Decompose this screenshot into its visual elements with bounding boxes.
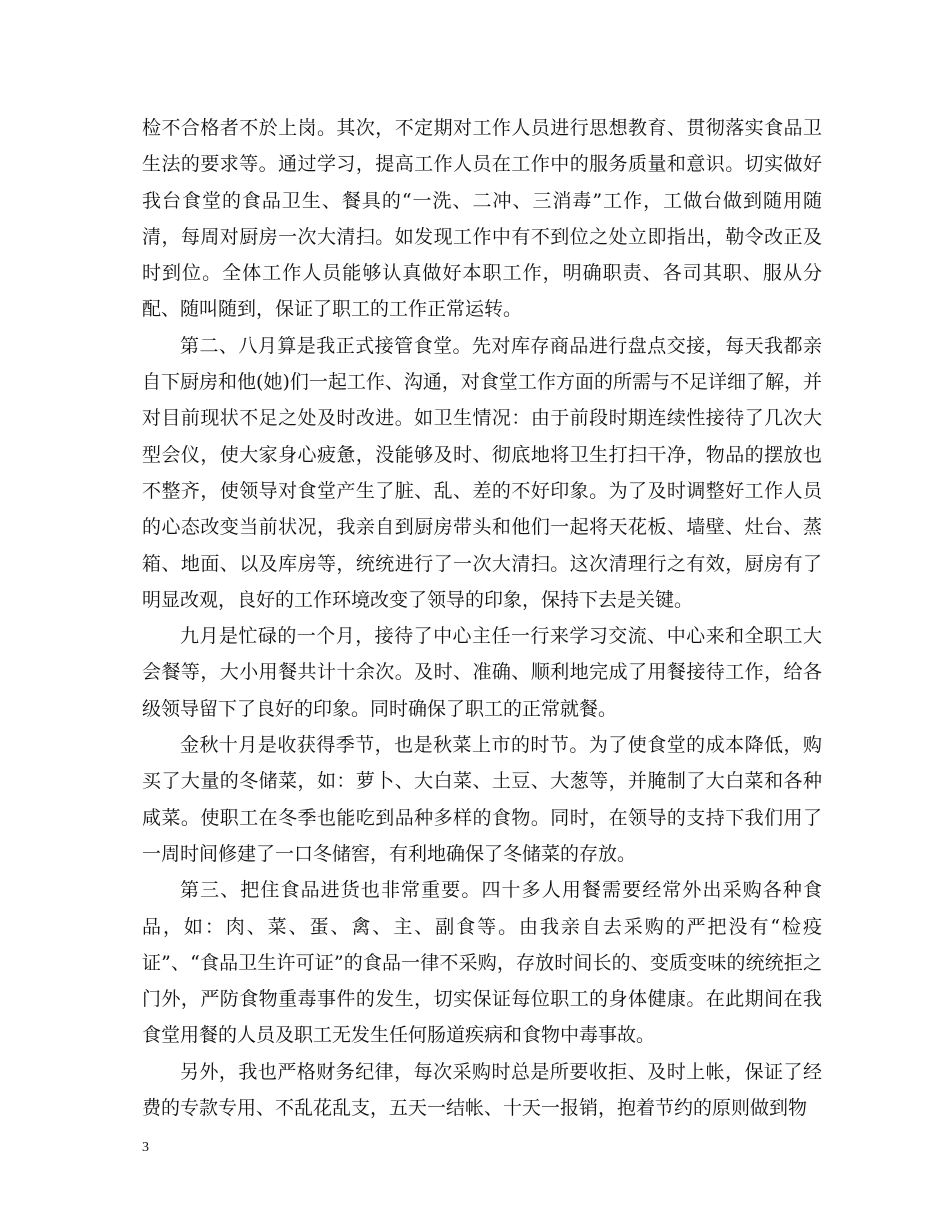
paragraph-3: 九月是忙碌的一个月，接待了中心主任一行来学习交流、中心来和全职工大会餐等，大小用餐共计十余次。及时、准确、顺利地完成了用餐接待工作，给各级领导留下了良好的印象。同时确保了职工的正常就餐。 [142,625,822,720]
paragraph-1: 检不合格者不於上岗。其次，不定期对工作人员进行思想教育、贯彻落实食品卫生法的要求等。通过学习，提高工作人员在工作中的服务质量和意识。切实做好我台食堂的食品卫生、餐具的“一洗、二冲、三消毒”工作，工做台做到随用随清，每周对厨房一次大清扫。如发现工作中有不到位之处立即指出，勒令改正及时到位。全体工作人员能够认真做好本职工作，明确职责、各司其职、服从分配、随叫随到，保证了职工的工作正常运转。 [142,117,822,321]
paragraph-2: 第二、八月算是我正式接管食堂。先对库存商品进行盘点交接，每天我都亲自下厨房和他(她)们一起工作、沟通，对食堂工作方面的所需与不足详细了解，并对目前现状不足之处及时改进。如卫生情况：由于前段时期连续性接待了几次大型会仪，使大家身心疲惫，没能够及时、彻底地将卫生打扫干净，物品的摆放也不整齐，使领导对食堂产生了脏、乱、差的不好印象。为了及时调整好工作人员的心态改变当前状况，我亲自到厨房带头和他们一起将天花板、墙壁、灶台、蒸箱、地面、以及库房等，统统进行了一次大清扫。这次清理行之有效，厨房有了明显改观，良好的工作环境改变了领导的印象，保持下去是关键。 [142,334,822,611]
page-number: 3 [142,1140,149,1155]
paragraph-4: 金秋十月是收获得季节，也是秋菜上市的时节。为了使食堂的成本降低，购买了大量的冬储菜，如：萝卜、大白菜、土豆、大葱等，并腌制了大白菜和各种咸菜。使职工在冬季也能吃到品种多样的食物。同时，在领导的支持下我们用了一周时间修建了一口冬储窖，有利地确保了冬储菜的存放。 [142,734,822,865]
paragraph-5: 第三、把住食品进货也非常重要。四十多人用餐需要经常外出采购各种食品，如：肉、菜、蛋、禽、主、副食等。由我亲自去采购的严把没有“检疫证”、“食品卫生许可证”的食品一律不采购，存放时间长的、变质变味的统统拒之门外，严防食物重毒事件的发生，切实保证每位职工的身体健康。在此期间在我食堂用餐的人员及职工无发生任何肠道疾病和食物中毒事故。 [142,879,822,1047]
paragraph-6: 另外，我也严格财务纪律，每次采购时总是所要收拒、及时上帐，保证了经费的专款专用、不乱花乱支，五天一结帐、十天一报销，抱着节约的原则做到物 [142,1060,822,1120]
document-body [142,110,822,1126]
